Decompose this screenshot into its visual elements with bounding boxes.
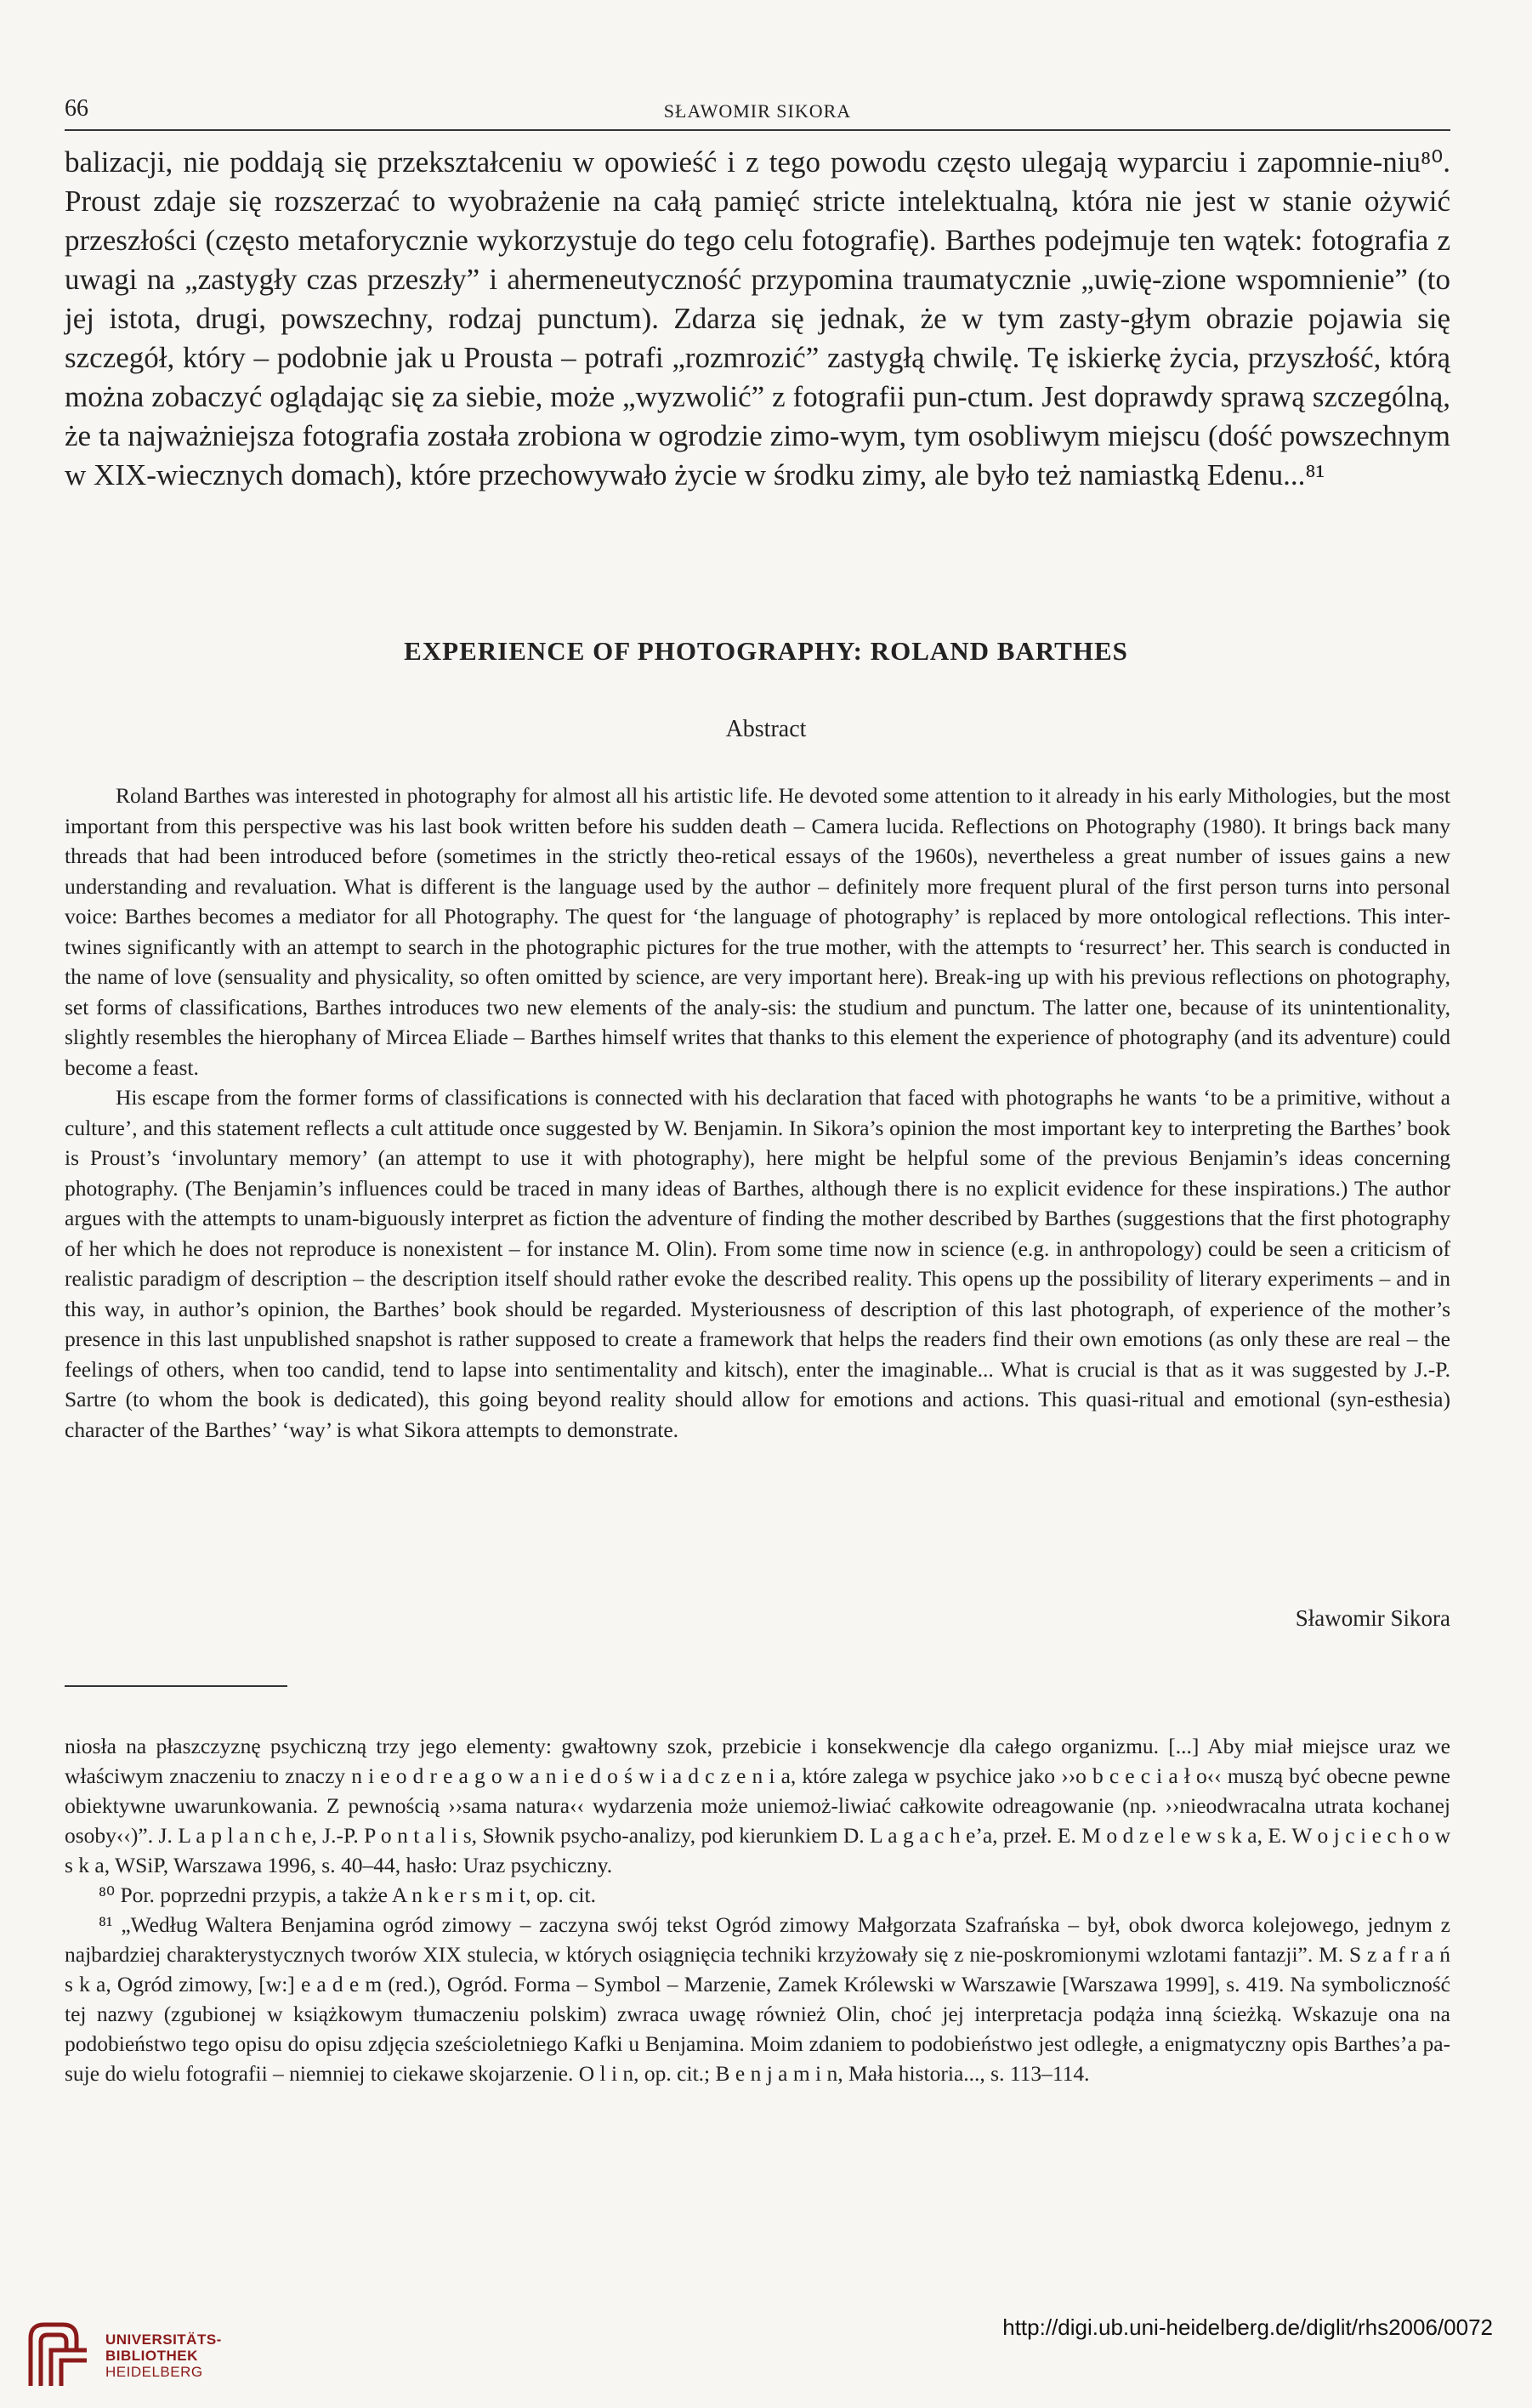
footnote-divider xyxy=(65,1685,287,1687)
page-number: 66 xyxy=(65,95,88,122)
footnote-80: ⁸⁰ Por. poprzedni przypis, a także A n k e r s m i t, op. cit. xyxy=(99,1883,596,1907)
footnotes xyxy=(65,1731,1450,2088)
abstract-paragraph-1: Roland Barthes was interested in photography for almost all his artistic life. He devoted some attention to it already in his early Mithologies, but the most important from this perspective was his last book written before his sudden death – Camera lucida. Reflections on Photography (1980). It brings back many threads that had been introduced before (sometimes in the strictly theo-retical essays of the 1960s), nevertheless a great number of issues gains a new understanding and revaluation. What is different is the language used by the author – definitely more frequent plural of the first person turns into personal voice: Barthes becomes a mediator for all Photography. The quest for ‘the language of photography’ is replaced by more ontological reflections. This inter-twines significantly with an attempt to search in the photographic pictures for the true mother, with the attempts to ‘resurrect’ her. This search is conducted in the name of love (sensuality and physicality, so often omitted by science, are very important here). Break-ing up with his previous reflections on photography, set forms of classifications, Barthes introduces two new elements of the analy-sis: the studium and punctum. The latter one, because of its unintentionality, slightly resembles the hierophany of Mircea Eliade – Barthes himself writes that thanks to this element the experience of photography (and its adventure) could become a feast. xyxy=(65,783,1450,1080)
running-head: SŁAWOMIR SIKORA xyxy=(663,100,852,122)
library-logo[interactable] xyxy=(20,2313,301,2394)
abstract-paragraph-2: His escape from the former forms of classifications is connected with his declaration that faced with photographs he wants ‘to be a primitive, without a culture’, and this statement reflects a cult attitude once suggested by W. Benjamin. In Sikora’s opinion the most important key to interpreting the Barthes’ book is Proust’s ‘involuntary memory’ (an attempt to use it with photography), here might be helpful some of the previous Benjamin’s ideas concerning photography. (The Benjamin’s influences could be traced in many ideas of Barthes, although there is no explicit evidence for these inspirations.) The author argues with the attempts to unam-biguously interpret as fiction the adventure of finding the mother described by Barthes (suggestions that the first photography of her which he does not reproduce is nonexistent – for instance M. Olin). From some time now in science (e.g. in anthropology) could be seen a criticism of realistic paradigm of description – the description itself should rather evoke the described reality. This opens up the possibility of literary experiments – and in this way, in author’s opinion, the Barthes’ book should be regarded. Mysteriousness of description of this last photograph, of experience of the mother’s presence in this last unpublished snapshot is rather supposed to create a framework that helps the readers find their own emotions (as only these are real – the feelings of others, when too candid, tend to lapse into sentimentality and kitsch), enter the imaginable... What is crucial is that as it was suggested by J.-P. Sartre (to whom the book is dedicated), this going beyond reality should allow for emotions and actions. This quasi-ritual and emotional (syn-esthesia) character of the Barthes’ ‘way’ is what Sikora attempts to demonstrate. xyxy=(65,1085,1450,1442)
abstract xyxy=(65,781,1450,1445)
body-paragraph: balizacji, nie poddają się przekształceniu w opowieść i z tego powodu często ulegają wyparciu i zapomnie-niu⁸⁰. Proust zdaje się rozszerzać to wyobrażenie na całą pamięć stricte intelektualną, która nie jest w stanie ożywić przeszłości (często metaforycznie wykorzystuje do tego celu fotografię). Barthes podejmuje ten wątek: fotografia z uwagi na „zastygły czas przeszły” i ahermeneutyczność przypomina traumatycznie „uwię-zione wspomnienie” (to jej istota, drugi, powszechny, rodzaj punctum). Zdarza się jednak, że w tym zasty-głym obrazie pojawia się szczegół, który – podobnie jak u Prousta – potrafi „rozmrozić” zastygłą chwilę. Tę iskierkę życia, przyszłość, którą można zobaczyć oglądając się za siebie, może „wyzwolić” z fotografii pun-ctum. Jest doprawdy sprawą szczególną, że ta najważniejsza fotografia została zrobiona w ogrodzie zimo-wym, tym osobliwym miejscu (dość powszechnym w XIX-wiecznych domach), które przechowywało życie w środku zimy, ale było też namiastką Edenu...⁸¹ xyxy=(65,145,1450,491)
footnote-81: ⁸¹ „Według Waltera Benjamina ogród zimowy – zaczyna swój tekst Ogród zimowy Małgorzata Szafrańska – był, obok dworca kolejowego, jednym z najbardziej charakterystycznych tworów XIX stulecia, w których osiągnięcia techniki krzyżowały się z nie-poskromionymi wzlotami fantazji”. M. S z a f r a ń s k a, Ogród zimowy, [w:] e a d e m (red.), Ogród. Forma – Symbol – Marzenie, Zamek Królewski w Warszawie [Warszawa 1999], s. 419. Na symboliczność tej nazwy (zgubionej w książkowym tłumaczeniu polskim) zwraca uwagę również Olin, choć jej interpretacja podąża inną ścieżką. Wskazuje ona na podobieństwo tego opisu do opisu zdjęcia sześcioletniego Kafki u Benjamina. Moim zdaniem to podobieństwo jest odległe, a enigmatyczny opis Barthes’a pa-suje do wielu fotografii – niemniej to ciekawe skojarzenie. O l i n, op. cit.; B e n j a m i n, Mała historia..., s. 113–114. xyxy=(65,1912,1450,2086)
library-logo-text: UNIVERSITÄTS- BIBLIOTHEK HEIDELBERG xyxy=(105,2331,222,2380)
library-emblem-icon xyxy=(20,2313,97,2394)
abstract-signature: Sławomir Sikora xyxy=(1295,1605,1450,1631)
page-header xyxy=(65,95,1450,131)
abstract-label: Abstract xyxy=(725,716,807,742)
source-url-link[interactable]: http://digi.ub.uni-heidelberg.de/diglit/rhs2006/0072 xyxy=(1002,2314,1493,2340)
section-title: EXPERIENCE OF PHOTOGRAPHY: ROLAND BARTHES xyxy=(404,636,1128,666)
footnote-continued: niosła na płaszczyznę psychiczną trzy jego elementy: gwałtowny szok, przebicie i konsekwencje dla całego organizmu. [...] Aby miał miejsce uraz we właściwym znaczeniu to znaczy n i e o d r e a g o w a n i e d o ś w i a d c z e n i a, które zalega w psychice jako ››o b c e c i a ł o‹‹ muszą być obecne pewne obiektywne uwarunkowania. Z pewnością ››sama natura‹‹ wydarzenia może uniemoż-liwiać całkowite odreagowanie (np. ››nieodwracalna utrata kochanej osoby‹‹)”. J. L a p l a n c h e, J.-P. P o n t a l i s, Słownik psycho-analizy, pod kierunkiem D. L a g a c h e’a, przeł. E. M o d z e l e w s k a, E. W o j c i e c h o w s k a, WSiP, Warszawa 1996, s. 40–44, hasło: Uraz psychiczny. xyxy=(65,1734,1450,1877)
